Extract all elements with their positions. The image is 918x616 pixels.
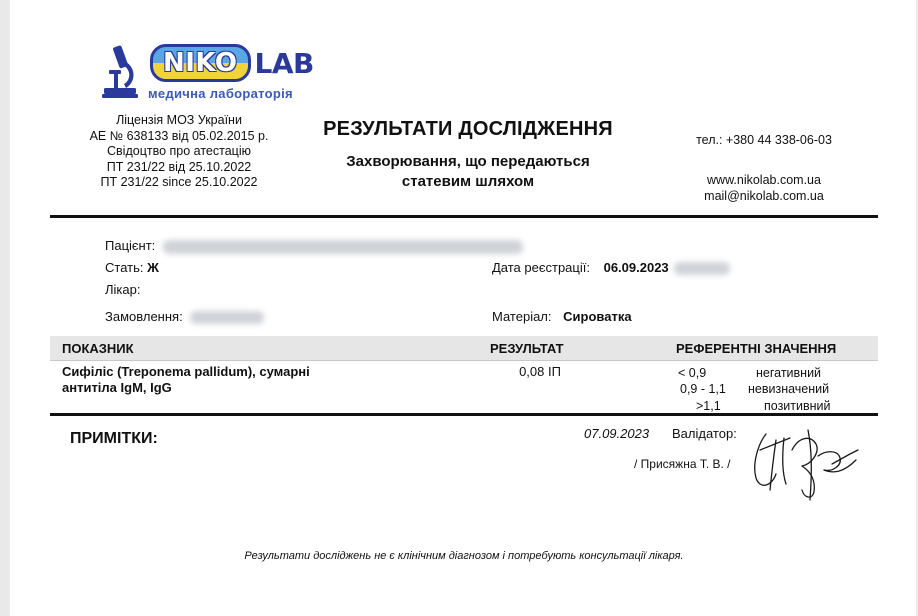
- order-label: Замовлення:: [105, 309, 183, 324]
- reference-range: < 0,9: [678, 366, 707, 380]
- reference-meaning: невизначений: [748, 382, 830, 396]
- email-link[interactable]: mail@nikolab.com.ua: [704, 189, 824, 203]
- reg-date-label: Дата реєстрації:: [492, 260, 590, 275]
- license-line: Свідоцтво про атестацію: [107, 144, 251, 158]
- reg-time-redacted: [674, 262, 730, 275]
- material-label: Матеріал:: [492, 309, 552, 324]
- test-result: 0,08 ІП: [519, 364, 561, 379]
- page-subtitle: [300, 152, 636, 192]
- logo-lab: LAB: [254, 46, 314, 80]
- order-number-redacted: [190, 311, 264, 324]
- table-bottom-divider: [50, 413, 878, 416]
- test-name-line: антитіла IgM, IgG: [62, 380, 172, 395]
- subtitle-line: статевим шляхом: [401, 173, 535, 190]
- signature-mark: [746, 420, 864, 504]
- license-line: ПТ 231/22 від 25.10.2022: [106, 159, 252, 174]
- reference-meaning: негативний: [756, 366, 822, 380]
- reference-range: >1,1: [696, 399, 721, 413]
- logo-niko: NIKO: [150, 44, 251, 82]
- page-title: РЕЗУЛЬТАТИ ДОСЛІДЖЕННЯ: [323, 118, 613, 140]
- order-row: [105, 309, 264, 324]
- patient-row: [105, 238, 523, 254]
- license-block: [70, 113, 288, 191]
- validation-date: 07.09.2023: [584, 426, 650, 441]
- results-table-header: [50, 336, 878, 361]
- patient-label: Пацієнт:: [105, 238, 156, 253]
- test-name: [62, 364, 402, 396]
- sex-value: Ж: [147, 260, 159, 275]
- column-header-reference: РЕФЕРЕНТНІ ЗНАЧЕННЯ: [676, 341, 837, 356]
- sex-label: Стать:: [105, 260, 144, 275]
- reference-range: 0,9 - 1,1: [680, 382, 726, 396]
- logo-wordmark: [150, 46, 314, 80]
- test-name-line: Сифіліс (Treponema pallidum), сумарні: [62, 364, 310, 379]
- web-contacts: [650, 172, 878, 204]
- material-value: Сироватка: [563, 309, 632, 324]
- subtitle-line: Захворювання, що передаються: [346, 153, 590, 170]
- material-row: [492, 309, 632, 324]
- column-header-result: РЕЗУЛЬТАТ: [490, 341, 564, 356]
- website-link[interactable]: www.nikolab.com.ua: [707, 173, 821, 187]
- registration-row: [492, 260, 730, 275]
- microscope-icon: [100, 44, 140, 100]
- validator-label: Валідатор:: [672, 426, 737, 441]
- lab-report-page: [10, 0, 916, 616]
- reference-meaning: позитивний: [764, 399, 831, 413]
- phone-number: тел.: +380 44 338-06-03: [696, 133, 832, 147]
- validator-name: / Присяжна Т. В. /: [634, 457, 731, 471]
- logo-subtitle: медична лабораторія: [148, 86, 293, 101]
- notes-label: ПРИМІТКИ:: [70, 430, 158, 447]
- footer-disclaimer: Результати досліджень не є клінічним діагнозом і потребують консультації лікаря.: [244, 550, 684, 562]
- header-divider: [50, 215, 878, 218]
- doctor-label: Лікар:: [105, 282, 141, 297]
- license-line: АЕ № 638133 від 05.02.2015 р.: [89, 128, 269, 143]
- doctor-row: [105, 282, 140, 297]
- license-line: Ліцензія МОЗ України: [116, 113, 242, 127]
- sex-row: [105, 260, 159, 275]
- column-header-indicator: ПОКАЗНИК: [62, 341, 134, 356]
- patient-name-redacted: [163, 240, 523, 254]
- reg-date-value: 06.09.2023: [603, 260, 669, 275]
- license-line: ПТ 231/22 since 25.10.2022: [100, 175, 258, 189]
